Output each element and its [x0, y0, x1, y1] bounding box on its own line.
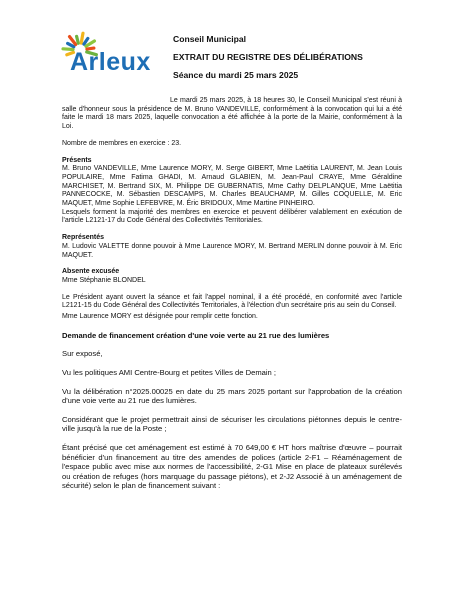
presents-names: M. Bruno VANDEVILLE, Mme Laurence MORY, M. Serge GIBERT, Mme Laëtitia LAURENT, M. Jean Louis POPULAIRE, Mme Fatima GHADI, M. Arnaud GLABIEN, M. Jean-Paul CRAYE, Mme Géraldine MARCHISET, M. Bertrand SIX, M. Philippe DE GUBERNATIS, Mme Cathy DELPLANQUE, Mme Laëtitia PANNECOCKE, M. Sébastien DESCAMPS, M. Charles BEAUCHAMP, M. Gilles COQUELLE, M. Eric MAQUET, Mme Sophie LEFEBVRE, M. Éric BRIDOUX, Mme Martine PINHEIRO.	[62, 165, 402, 208]
arleux-logo	[60, 34, 160, 82]
representes-text: M. Ludovic VALETTE donne pouvoir à Mme Laurence MORY, M. Bertrand MERLIN donne pouvoir à M. Eric MAQUET.	[62, 242, 402, 259]
body-considerant: Considérant que le projet permettrait ainsi de sécuriser les circulations piétonnes depuis le centre-ville jusqu'à la rue de la Poste ;	[62, 414, 402, 434]
secretary-statement: Mme Laurence MORY est désignée pour remplir cette fonction.	[62, 313, 258, 321]
logo-ray	[84, 38, 88, 44]
header-council: Conseil Municipal	[173, 34, 247, 44]
representes-heading: Représentés	[62, 234, 105, 242]
document-header	[173, 34, 433, 81]
body-vu-politiques: Vu les politiques AMI Centre-Bourg et petites Villes de Demain ;	[62, 368, 276, 378]
header-registry-title: EXTRAIT DU REGISTRE DES DÉLIBÉRATIONS	[173, 52, 363, 62]
deliberation-topic: Demande de financement création d'une voie verte au 21 rue des lumières	[62, 330, 330, 340]
presents-heading: Présents	[62, 156, 92, 164]
president-statement: Le Président ayant ouvert la séance et fait l'appel nominal, il a été procédé, en conformité avec l'article L2121-15 du Code Général des Collectivités Territoriales, à l'élection d'un secrétaire pris au sein du Conseil.	[62, 293, 402, 310]
absente-heading: Absente excusée	[62, 268, 120, 276]
document-body	[62, 97, 402, 491]
intro-paragraph: Le mardi 25 mars 2025, à 18 heures 30, le Conseil Municipal s'est réuni à salle d'honneur sous la présidence de M. Bruno VANDEVILLE, conformément à la convocation qui lui a été faite le mardi 18 mars 2025, laquelle convocation a été affichée à la porte de la Mairie, conformément à la Loi.	[62, 97, 402, 131]
absente-text: Mme Stéphanie BLONDEL	[62, 276, 146, 284]
logo-ray	[68, 43, 74, 46]
body-financement: Étant précisé que cet aménagement est estimé à 70 649,00 € HT hors maîtrise d'œuvre – pourrait bénéficier d'un financement au titre des amendes de polices (article 2-F1 – Réaménagement de l'espace public avec mise aux normes de l'accessibilité, 2-G1 Mise en place de plateaux surélevés ou création de refuges (hors marquage du passage piétons), et 2-J2 Associé à un aménagement de sécurité) selon le plan de financement suivant :	[62, 443, 402, 491]
header-session-date: Séance du mardi 25 mars 2025	[173, 70, 299, 80]
members-count: Nombre de membres en exercice : 23.	[62, 139, 182, 147]
body-exposé: Sur exposé,	[62, 349, 103, 359]
logo-wordmark: Arleux	[70, 48, 151, 76]
quorum-statement: Lesquels forment la majorité des membres en exercice et peuvent délibérer valablement en exécution de l'article L2121-17 du Code Général des Collectivités Territoriales.	[62, 208, 402, 225]
body-vu-deliberation: Vu la délibération n°2025.00025 en date du 25 mars 2025 portant sur l'approbation de la création d'une voie verte au 21 rue des lumières.	[62, 386, 402, 406]
logo-ray	[77, 36, 79, 43]
logo-ray	[81, 33, 83, 43]
